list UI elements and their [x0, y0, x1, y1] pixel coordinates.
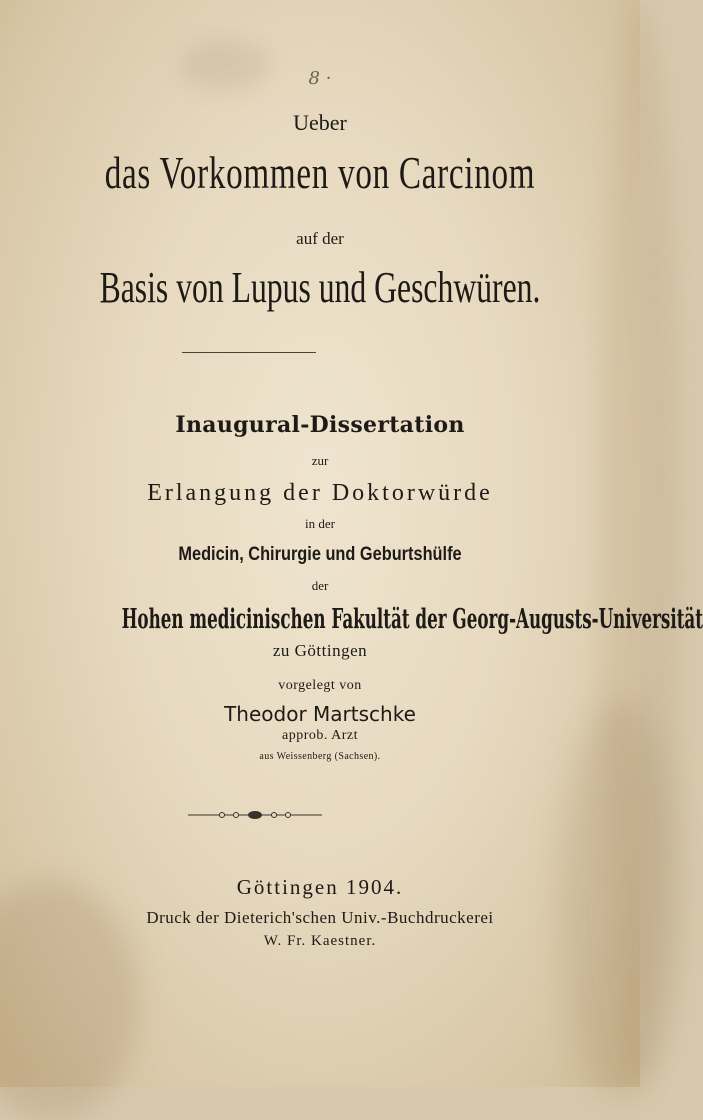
dissertation-university: Hohen medicinischen Fakultät der Georg-Augusts-Universität	[121, 604, 703, 635]
author-title: approb. Arzt	[282, 728, 358, 743]
author-origin: aus Weissenberg (Sachsen).	[259, 751, 381, 762]
title-divider	[182, 352, 316, 353]
dissertation-erlangung: Erlangung der Doktorwürde	[147, 480, 493, 506]
dissertation-zur: zur	[311, 453, 329, 468]
title-auf-der: auf der	[296, 229, 344, 248]
title-main-line2: Basis von Lupus und Geschwüren.	[99, 263, 541, 312]
author-name: Theodor Martschke	[224, 702, 416, 726]
title-ueber: Ueber	[293, 110, 347, 135]
imprint-printer: Druck der Dieterich'schen Univ.-Buchdruckerei	[146, 908, 494, 927]
imprint-place-year: Göttingen 1904.	[236, 875, 404, 899]
ornament-divider	[188, 808, 322, 822]
author-vorgelegt: vorgelegt von	[278, 678, 362, 693]
dissertation-place: zu Göttingen	[272, 641, 368, 660]
dissertation-in-der: in der	[305, 516, 335, 531]
dissertation-heading: Inaugural-Dissertation	[175, 412, 465, 438]
dissertation-faculties: Medicin, Chirurgie und Geburtshülfe	[178, 544, 462, 565]
page-number: 8 ·	[308, 68, 332, 89]
title-main-line1: das Vorkommen von Carcinom	[104, 147, 536, 198]
dissertation-der: der	[311, 578, 329, 593]
imprint-printer-name: W. Fr. Kaestner.	[263, 933, 377, 949]
